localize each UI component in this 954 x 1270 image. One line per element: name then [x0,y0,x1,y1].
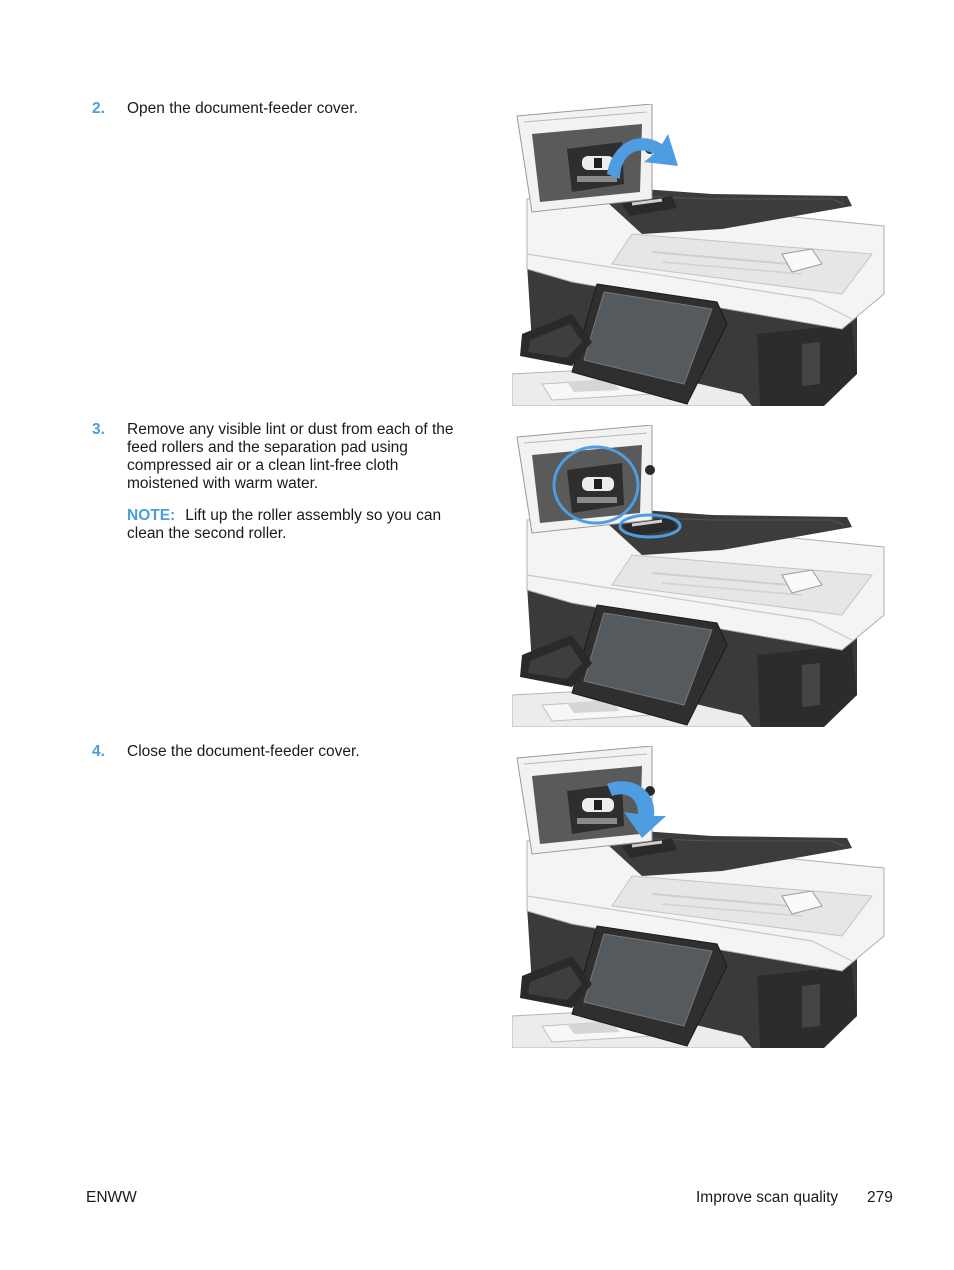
step-2 [92,100,462,118]
step-text: Remove any visible lint or dust from each of the feed rollers and the separation pad using compressed air or a clean lint-free cloth moistened with warm water. [127,421,454,492]
page-number: 279 [867,1189,893,1206]
step-number: 4. [92,743,105,760]
step-text: Open the document-feeder cover. [127,100,358,117]
note-text: Lift up the roller assembly so you can clean the second roller. [127,507,442,542]
note-label: NOTE: [127,507,176,524]
step-number: 3. [92,421,105,438]
printer-rollers-illustration [512,425,888,727]
step-text: Close the document-feeder cover. [127,743,360,760]
step-3 [92,421,462,543]
printer-close-cover-illustration [512,746,888,1048]
note [127,507,462,543]
step-number: 2. [92,100,105,117]
footer-section: Improve scan quality [696,1189,839,1206]
footer-left: ENWW [86,1189,137,1206]
step-4 [92,743,462,761]
printer-open-cover-illustration [512,104,888,406]
